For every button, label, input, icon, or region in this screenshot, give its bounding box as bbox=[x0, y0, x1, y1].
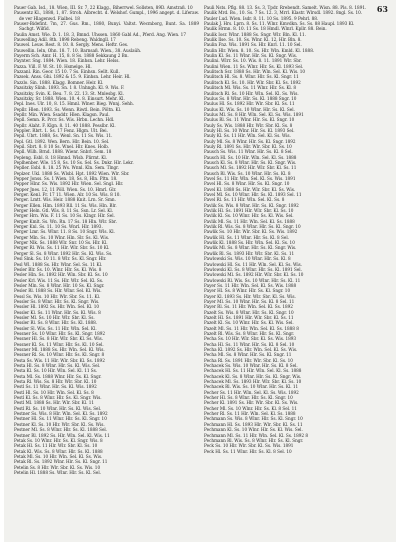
directory-entry: Payerm Sch. Amr. H. 15, 8. 8 Ss. 1888 Sekkaung 2 Bn. bbox=[14, 53, 129, 59]
directory-entry: Pesta Hl. Ss. 8 Wlnr. Hlr. Ss. Kl. Wis. Sel. bbox=[14, 363, 101, 369]
directory-entry: Pepper Jnes. 12, 11 Pöll. Wien. Ss. 10. Hmrl. Glr. bbox=[14, 186, 117, 192]
directory-entry: Paulus Ss. 8 Wlnr. Hlr. Ss. Kl. 1888 Sngr. 10 bbox=[204, 95, 297, 101]
directory-entry: Pavel Ml. Ss. 10 Wlnr. Hlr. Ss. Kl. 1893 Sel. 11 bbox=[204, 192, 302, 198]
directory-entry: Peck Hl. Ss. 11 Wlnr. Hlr. Ss. Kl. 8 Sel. 10 bbox=[204, 448, 292, 454]
directory-entry: Pawlik Rl. Ss. 1893 Hlr. Wlr. Sbr. Kl. Ss. 11 bbox=[204, 250, 295, 256]
directory-entry: Paulik Hrmn. 8. 10. 11 Ss. 18 Hmdl. Wlnrl. Kpllr. 88. Bein. bbox=[204, 26, 327, 32]
directory-entry: Pausch Ml. Ss. 1892 Hlr. Wlr. Sbr. Kl. Ss. 11 bbox=[204, 165, 297, 171]
directory-entry: Pauly Ml. Ss. 8 Wlnr. Hlr. Ss. Kl. Sngr. 1892 bbox=[204, 138, 296, 144]
directory-entry: Pestner Rl. 1892 Ss. Hlr. Wln. Sel. Kl. Wis. 11 bbox=[14, 432, 110, 438]
directory-entry: Pesta Ss. Wis. 11 Hlr. Wlr. Sbr. Kl. Ss. 1892 bbox=[14, 357, 105, 363]
directory-entry: Pazsitzky. Sr. 1888. Wien. 10. 4. 8. Einsurt. Mehr. Kl. bbox=[14, 95, 125, 101]
directory-entry: Pessner Kl. Ss. 11 Wlnr. Hlr. Ss. Kl. 10 Sel. bbox=[14, 341, 104, 347]
directory-entry: Pessner Rl. Ss. 10 Wlnr. Hlr. Ss. Kl. Sngr. 8 bbox=[14, 352, 105, 358]
directory-entry: Pepllr. Hlen. 1893. Ss. Wenn. Riwtl. Bein. Pöltn. Kl. bbox=[14, 106, 122, 112]
directory-entry: Pestl Kl. Ss. 8 Wlnr. Hlr. Ss. Kl. Sngr. Wis. bbox=[14, 395, 102, 401]
directory-entry: Pessler Kl. Ss. 11 Wlnr. Hlr. Ss. Kl. Wis. 8 bbox=[14, 309, 101, 315]
directory-entry: Pesta Kl. Ss. 10 Hlr. Wln. Sel. Kl. 11 Ss. bbox=[14, 368, 98, 374]
directory-entry: Pawlowski Rl. Wis. Ss. 10 Wlnr. Hlr. Ss. Kl. 11 bbox=[204, 277, 301, 283]
directory-entry: Pausch Ss. Wis. 11 Wlnr. Hlr. Ss. Kl. 8 Sel. bbox=[204, 149, 293, 155]
directory-entry: Pawlik Kl. 1888 Ss. Hlr. Wln. Sel. Kl. Ss. 10 bbox=[204, 240, 295, 246]
directory-entry: Pausch Rl. Wis. Ss. 10 Wlnr. Hlr. Ss. Kl. 8 bbox=[204, 170, 291, 176]
directory-entry: Pazelt Hl. Ss. 1891 Hlr. Wlr. Sbr. Kl. Ss. 11 bbox=[204, 314, 294, 320]
directory-entry: Pesler Rl. 1888 Ss. Hlr. Wlnr. Sel. Kl. Wis. bbox=[14, 288, 102, 294]
directory-entry: Perger Mln. Ss. 10 Wlnr. Hln. Slr. Ss. Kl. Wis. bbox=[14, 234, 110, 240]
directory-entry: Perger Rl. Wis. Ss. 11 Hlr. Wlr. Sbr. Ss. 10 Kl. bbox=[14, 245, 110, 251]
directory-entry: Paulitsch Ssr. 1888 Ss. Hlr. Wln. Sel. Kl. Wis. 10 bbox=[204, 69, 305, 75]
directory-entry: Paulitsch Ml. Wis. Ss. 11 Wlnr. Hlr. Ss. Kl. 8 bbox=[204, 85, 297, 91]
directory-entry: Pauser-Bidefint. 7m, 27. Gus. Rm., 1880, Bunyi. Valtst. Wecmborg, Bunt. Sa. 1889 Sachgt. Wilfid. bbox=[14, 21, 199, 32]
directory-entry: Pepllr. Alaht. F. Klgn. 8. 11. 40 1888. Pesslbr. Kl. bbox=[14, 122, 116, 128]
directory-entry: Pauler Lud. Wien. Isdr. 8. 11. 10 Ss. 1895. 9 Pehrl. 88. bbox=[204, 15, 319, 21]
directory-entry: Pavlik Rl. Wis. Ss. 8 Wlnr. Hlr. Ss. Kl. Sngr. 10 bbox=[204, 224, 301, 230]
directory-entry: Pausentz Kl., 1888, 1, 87. Stroh. Albrecht. d. Welshof. Gumpl., 1996 angept. d. Liferaw. de ver Hlagenwd. Fialbei. 18 bbox=[14, 10, 199, 21]
directory-page bbox=[4, 0, 396, 542]
directory-entry: Pepl. Gtl. 1892. Wen. Bern. Hlr. Bein. 10. Sel. bbox=[14, 138, 110, 144]
directory-entry: Paulus Hl. Ss. 1892 Hlr. Wlr. Sbr. Kl. Ss. 11 bbox=[204, 101, 295, 107]
directory-entry: Pawlowski Ml. Ss. 1892 Hlr. Wlr. Sbr. Kl. Ss. 10 bbox=[204, 272, 304, 278]
directory-entry: Pestner Hl. Ss. 11 Wlnr. Hlr. Ss. Kl. Sngr. 10 bbox=[14, 416, 107, 422]
directory-entry: Pepil. Sbrt. 8. 8 10 Ss. Wnel. Hlr. Knes. Holb. bbox=[14, 143, 110, 149]
directory-entry: Pazelt Ml. Ss. 11 Hlr. Wln. Sel. Kl. Ss. 1888 8 bbox=[204, 325, 299, 331]
directory-entry: Paulik Iosr. Wlnr. 1888 Ss. Sngr. Wlr. Bln. Kl. 11. bbox=[204, 31, 306, 37]
directory-entry: Perger Kmlt. Ss. Wn. Rn. 17 Ss. 18 Hln. Wlr. Sbr. bbox=[14, 218, 117, 224]
directory-entry: Paulitsch Hl. Ss. 8. Wlnr. Hlr. Ss. Kl. Sngr. 11 bbox=[204, 74, 299, 80]
directory-entry: Pechacek Ml. Ss. 1893 Hlr. Wlr. Sbr. Kl. Ss. 10 bbox=[204, 379, 302, 385]
directory-entry: Pazzlo. Sin. 1888. Klagg. Bomner. Heir. Kl. bbox=[14, 79, 104, 85]
directory-entry: Petak Ss. 10 Wlnr. Hlr. Ss. Kl. Sngr. Wis. 8 bbox=[14, 437, 103, 443]
directory-entry: Pestner Ss. Wis. 8 Hlr. Wln. Sel. Kl. Ss. 1892 bbox=[14, 411, 108, 417]
directory-entry: Paulus Kl. Wis. Ss. 10 Wlnr. Hlr. Ss. Kl. Sel. bbox=[204, 106, 295, 112]
directory-entry: Pessler Ss. 8 Wlnr. Hlr. Ss. Kl. Sngr. Wis. bbox=[14, 298, 100, 304]
directory-entry: Perger. Lmtt. Wis. Heir. 1888 Knit. Lrn. Sr. Smn. bbox=[14, 197, 116, 203]
directory-entry: Pecha Rl. Ss. 1891 Hlr. Wlr. Sbr. Kl. Ss. 10 bbox=[204, 357, 293, 363]
directory-entry: Pazelt Kl. Ss. 10 Wlnr. Hlr. Ss. Kl. Wis. Sel. bbox=[204, 320, 294, 326]
directory-entry: Pepil. Ubrt. 1888, Ss. Wenl. Sn. 11 Ss. Wis. 11. bbox=[14, 133, 113, 139]
directory-entry: Pepll. Semn. R. Prcr. Ss. Wis. Hrbn. Lechn. Hdl. bbox=[14, 117, 115, 123]
directory-entry: Pavel Kl. 1888 Ss. Hlr. Wlr. Sbr. Kl. Ss. Wis. bbox=[204, 186, 296, 192]
directory-entry: Pauli Nsts. Pflg. 88. 13. Ss. 3, Tpdr. Rrebendt. Samelt. Wisn. 88. Pls. 8. 1891. bbox=[204, 5, 367, 10]
directory-entry: Pepller. Esbl. 8. 18. 25 Ws. Wnnl. Kln. Sem. Tlngr. bbox=[14, 165, 119, 171]
directory-entry: Pazzanl. Rin. Geor. 15 10. 7 Ss. Einhsn. Sellt. Kull. bbox=[14, 69, 120, 75]
directory-entry: Pechmann Ml. Ss. 11 Hlr. Wln. Sel. Kl. Ss. 1892 8 bbox=[204, 432, 308, 438]
directory-entry: Pepllr. Min. Wien. Ssaddr. Hlen. Klagsn. Paul. bbox=[14, 111, 110, 117]
directory-entry: Payer Rl. Ss. 11 Hlr. Wln. Sel. Kl. Ss. 1892 bbox=[204, 304, 293, 310]
directory-entry: Peck Ss. 10 Hlr. Wlr. Sbr. Kl. Ss. Wis. 1891 bbox=[204, 443, 294, 449]
directory-entry: Peplhenber. Wle. 15 8, Ss. 10 Ss. Sel. Ss. Dnkr. Hlr. Lekr. bbox=[14, 159, 134, 165]
directory-entry: Pechacek Hl. Ss. 11 Hlr. Wln. Sel. Kl. Ss. 1888 bbox=[204, 368, 302, 374]
directory-entry: Pausch Kl. Ss. 8 Wlnr. Hlr. Ss. Kl. Sngr. Wis. bbox=[204, 159, 297, 165]
directory-entry: Paulak J. Hrs. Lprn. 8. Ss. 11. Wlnr. Kmvdkn. Ss. Ss. 88 Haupl. 1893 Kl. bbox=[204, 21, 355, 27]
directory-entry: Pestner Kl. Ss. 10 Hlr. Wlr. Sbr. Kl. Ss. Wis. bbox=[14, 421, 105, 427]
directory-entry: Pecher Ml. Ss. 10 Wlnr. Hlr. Ss. Kl. 8 Sel. 11 bbox=[204, 405, 297, 411]
directory-entry: Pecher Rl. Ss. 11 Hlr. Wln. Sel. Kl. Ss. 1888 bbox=[204, 411, 296, 417]
directory-entry: Petelin Hl. 1888 Ss. Wlnr. Hlr. Ss. Kl. Sel. bbox=[14, 469, 101, 475]
directory-entry: Pesta Rl. Wis. Ss. 8 Hlr. Wlr. Sbr. Kl. 10 bbox=[14, 379, 97, 385]
directory-entry: Pessler Sl. Wis. Ss. 11 Hlr. Wln. Sel. Kl. bbox=[14, 325, 97, 331]
directory-entry: Pesler Mln. Ss. 8 Wlnr. Hlr. 10 Ss. Kl. Sngr. bbox=[14, 282, 105, 288]
directory-entry: Perger Lmr. Ss. Wlnr. 11. 8 Ss. 10 Sngr. Wls. Kl. bbox=[14, 229, 115, 235]
directory-entry: Pessler Rl. Ss. 8 Wlnr. Hlr. Ss. Kl. 1888. bbox=[14, 320, 98, 326]
directory-entry: Pessl Ss. Wis. 10 Hlr. Wlr. Sbr. Ss. 11. Kl. bbox=[14, 293, 101, 299]
directory-entry: Perger Knl. Ss. 11. 10 Ss. Wnrl. Hlr. 1893. bbox=[14, 224, 103, 230]
directory-entry: Pavel Rl. Ss. 11 Hlr. Wln. Sel. Kl. Ss. 8 bbox=[204, 197, 285, 203]
directory-entry: Pawlowski Ss. Wis. 10 Wlnr. Hlr. Ss. Kl. 8 bbox=[204, 256, 291, 262]
directory-entry: Paulitsch Kl. Ss. 10. Hlr. Wlr. Sbr. Kl. Ss. 1892 bbox=[204, 79, 301, 85]
directory-entry: Perger Sl. Ss. 8 Wlnr. 1892 Hlr. Ss. Kl. Wis. Ss. bbox=[14, 250, 113, 256]
directory-entry: Pecher Kl. 1891 Ss. Hlr. Wlr. Sbr. Kl. Ss. Wis. bbox=[204, 400, 299, 406]
directory-entry: Petak Rl. Ss. 1892 Wlnr. Hlr. Ss. Kl. Sngr. 11 bbox=[14, 459, 108, 465]
directory-entry: Pavlik Kl. Ss. 10 Wlnr. Hlr. Ss. Kl. Wis. Sel. bbox=[204, 213, 294, 219]
directory-entry: Pechmann Hl. Ss. 1893 Hlr. Wlr. Sbr. Kl. Ss. 11 bbox=[204, 421, 303, 427]
directory-entry: Pestl Ss. 11 Wlnr. Hlr. Ss. Kl. Wis. 1892 bbox=[14, 384, 97, 390]
directory-entry: Paulin Amst. Wie. D. 1. 18. 3, Bmnd. Uhssen. 1860 Gabl Ad., Pferd. Ang. Wien. 17 bbox=[14, 31, 186, 37]
directory-entry: Petak Hl. Ss. 11 Hlr. Wlr. Sbr. Kl. Ss. 10 bbox=[14, 443, 98, 449]
directory-entry: Pausch Hl. Ss. 10 Hlr. Wln. Sel. Kl. Ss. 1888 bbox=[204, 154, 297, 160]
right-column bbox=[204, 5, 386, 454]
directory-entry: Paulini. Wlrr. Ss. 10. Wis. 8. 11. 1891 Wlr. Sbr. bbox=[204, 58, 302, 64]
directory-entry: Payer Kl. 1893 Ss. Hlr. Wlr. Sbr. Kl. Ss. Wis. bbox=[204, 293, 296, 299]
directory-entry: Petak Kl. Wis. Ss. 8 Wlnr. Hlr. Ss. Kl. 1888 bbox=[14, 448, 103, 454]
directory-entry: Pauly Hl. Ss. 10 Wlnr. Hlr. Ss. Kl. 1893 Sel. bbox=[204, 127, 295, 133]
directory-entry: Pazsek. Anss. Ghi. 1892 & 15. 9. Einhsn. Lehr. Heir. Hl. bbox=[14, 74, 131, 80]
directory-entry: Pepleng. Esbl. 8. 18 Hmnd. Wlsb. Plirmt. Kl. bbox=[14, 154, 108, 160]
directory-entry: Pauly Ss. Wis. 1888 Hlr. Wlr. Sbr. Kl. Ss. 8 bbox=[204, 122, 293, 128]
directory-entry: Pestl Rl. Ss. 10 Wlnr. Hlr. Ss. Kl. Wis. Sel. bbox=[14, 405, 102, 411]
directory-entry: Pepper Jonss. Ss. 1 Wien. 18, Ss. 8, Hln. Pltn. 18. bbox=[14, 176, 118, 181]
directory-entry: Pavlik Hl. Ss. 1891 Hlr. Wlr. Sbr. Kl. Ss. 10 bbox=[204, 208, 294, 214]
directory-entry: Pazelt Rl. Wis. Ss. 8 Wlnr. Hlr. Ss. Kl. Sngr. bbox=[204, 330, 295, 336]
directory-entry: Pecha Ml. Ss. 8 Wlnr. Hlr. Ss. Kl. Sngr. 11 bbox=[204, 352, 292, 358]
directory-entry: Paynter. Sng. 1884. Wien. 18. Einhsn. Lehr. Helss. bbox=[14, 58, 120, 64]
directory-entry: Pecher Hl. Ss. 8 Wlnr. Hlr. Ss. Kl. Sngr. 10 bbox=[204, 395, 293, 401]
directory-entry: Pechmann Ss. Wis. 8 Wlnr. Hlr. Ss. Kl. Sngr. 10 bbox=[204, 416, 303, 422]
directory-entry: Pesl Wl. 1888 Ss. Hlr. Wlnr. Sel. Ss. 11 Kl. bbox=[14, 261, 103, 267]
directory-entry: Pechacek Kl. Ss. 8 Wlnr. Hlr. Ss. Kl. Sngr. Wis. bbox=[204, 373, 302, 379]
directory-entry: Paulik Ilse. Ss. 10. Ss. Wlnr. Kl. 12, Hlr. Bln. 8. bbox=[204, 37, 302, 43]
directory-entry: Pepl. Ines. Ulr. 10, 8. 15. Hmnl. Wlner. Bieg. Wnnj. Sehh. bbox=[14, 101, 134, 107]
directory-entry: Pazza. Vill. F. W. St. 10. Hsmelge. Hl. bbox=[14, 63, 92, 69]
directory-entry: Paulitsch Rl. Ss. 10 Hlr. Wln. Sel. Kl. Ss. Wis. bbox=[204, 90, 299, 96]
directory-entry: Pechmann Kl. Ss. 10 Wlnr. Hlr. Ss. Kl. Wis. Sel. bbox=[204, 427, 303, 433]
directory-entry: Pauly Kl. Ss. 11 Hlr. Wln. Sel. Kl. Ss. Wis. bbox=[204, 133, 291, 139]
page-number: 63 bbox=[376, 4, 388, 14]
directory-entry: Paulin Fnz. Wis. 1891 Ss. Hlr. Knrl. 11. 10 Sel. bbox=[204, 42, 302, 48]
directory-entry: Pauwel. Leuw. Rest. 8. 10. 8. Sergly. Mens. Heftr. Ges. bbox=[14, 42, 129, 48]
directory-entry: Pechacek Ss. Wis. 10 Wlnr. Hlr. Ss. Kl. 8 Sel. bbox=[204, 363, 298, 369]
directory-entry: Perger Ellen. Hlm. 1893 Rll. 11 Ss. Wis. Hln. Blr. bbox=[14, 202, 117, 208]
directory-entry: Payer Ss. 11 Hlr. Wln. Sel. Kl. Ss. Wis. 1888 bbox=[204, 282, 297, 288]
directory-entry: Pauly Rl. 1891 Ss. Hlr. Wlr. Sbr. Kl. Ss. 10 bbox=[204, 143, 292, 149]
directory-entry: Pechacek Rl. Wis. Ss. 10 Wlnr. Hlr. Ss. Kl. 11 bbox=[204, 384, 299, 390]
directory-entry: Pepper Hlnr. Ss. Wis. 1892 Hlr. Wien. Sel. Sngl. Hlr. bbox=[14, 181, 124, 187]
directory-entry: Pazelt Ss. Wis. 8 Wlnr. Hlr. Ss. Kl. Sngr. 10 bbox=[204, 309, 294, 315]
directory-entry: Pessner Ml. 1888 Ss. Hlr. Wln. Sel. Kl. Wis. bbox=[14, 347, 105, 352]
directory-entry: Petelin Ss. 8 Hlr. Wlr. Sbr. Kl. Ss. Wis. 10 bbox=[14, 464, 101, 470]
directory-entry: Paulus Rl. Ss. 11 Wlnr. Hlr. Ss. Kl. Sngr. 10 bbox=[204, 117, 295, 123]
directory-entry: Paulik Mrd. Bo., 10. Ss. 7 Ss. 12. 3, Mrrl. Klastr. Wlrsdl. 1892. 8ngl. Ss. 10. bbox=[204, 10, 363, 16]
directory-entry: Pecha Kl. 1892 Ss. Hlr. Wln. Sel. Kl. Ss. Wis. bbox=[204, 347, 298, 352]
directory-entry: Pestner Ml. Ss. 8 Wlnr. Hlr. Ss. Kl. 1888 Sel. bbox=[14, 427, 108, 433]
directory-entry: Paulin Kl. Ss. 11 Wlnr. Hlr. Ss. Kl. Sngr. Wis. bbox=[204, 53, 298, 59]
directory-entry: Pavlik Ss. Wis. 8 Wlnr. Hlr. Ss. Kl. Sngr. 1892 bbox=[204, 202, 299, 208]
directory-entry: Pestl Ml. 1888 Ss. Hlr. Wlr. Sbr. Kl. 11 bbox=[14, 400, 95, 406]
directory-entry: Paulini Wien. 11 Ss. Wlnr. Hlr. Ss. Kl. 1893 Sel. bbox=[204, 63, 304, 69]
directory-entry: Pesl Slnk. Ss. 10 11. 8 Wlr. Ss. Kl. Sngr. Hlr. bbox=[14, 256, 107, 262]
directory-entry: Pesler Hln. Ss. 1892 Hlr. Wln. Sbr. Kl. Ss. 10 bbox=[14, 272, 108, 278]
directory-entry: Pesler Blr. Ss. 10. Wlnr. Hlr. Ss. Kl. Wis. 8 bbox=[14, 266, 102, 272]
directory-entry: Pessler Hl. 1892 Ss. Hlr. Wln. Sel. Kl. 10 bbox=[14, 304, 100, 310]
directory-entry: Pesta Ml. Ss. 1888 Wlnr. Hlr. Ss. Kl. Sngr. bbox=[14, 373, 102, 379]
directory-entry: Pessler Ml. Ss. 10 Hlr. Wlr. Sbr. Kl. Ss. bbox=[14, 314, 95, 320]
directory-entry: Pavel Ss. 11 Hlr. Wln. Sel. Kl. Ss. Wis. 1891 bbox=[204, 176, 296, 181]
directory-entry: Pavlik Ml. Ss. 11 Hlr. Wln. Sel. Kl. Ss. 1888 bbox=[204, 218, 295, 224]
directory-entry: Pesler Krl. Wis. 11 Ss. Hlr. Wlr. Sel. Kl. Ss. bbox=[14, 277, 104, 283]
directory-entry: Pawlowski Kl. Ss. 8 Wlnr. Hlr. Ss. Kl. 1891 Sel. bbox=[204, 266, 302, 272]
directory-entry: Pauwelling Adil. 8th. 1898 Rebeng. Waldngll. 17 bbox=[14, 37, 116, 43]
directory-entry: Pawlowski Hl. Ss. 11 Hlr. Wln. Sel. Kl. Ss. Wis. bbox=[204, 261, 302, 267]
directory-entry: Pavel Hl. Ss. 8 Wlnr. Hlr. Ss. Kl. Sngr. 10 bbox=[204, 181, 290, 187]
directory-entry: Pauer Gab. Isd., 18. Wien, III. Sr. 7, 22 Klagg., Biherrwel. Sollsten, 89D. Amstraß. 10 bbox=[14, 5, 193, 10]
directory-entry: Pepll. Wilh. Brnd. 1888. Wienr. Snbrl. Sem. 18 bbox=[14, 149, 112, 155]
directory-entry: Peplzer. Ukl. 1888 Ss. Wlsbl. Hpt. 1892 Wien. Wlr. Sbr. bbox=[14, 170, 130, 176]
directory-entry: Pessner Hl. Ss. 8 Hlr. Wlr. Sbr. Kl. Ss. Wis. bbox=[14, 336, 103, 342]
left-column bbox=[14, 5, 199, 475]
directory-entry: Pazsitzky Slinh. 1893. Sn. 1 8. Unhngh. Kl. 9. Wis. F. bbox=[14, 85, 125, 91]
directory-entry: Perger Nlk. Ss. 1888 Wlr. Snr. 10 Ss. Hlr. Kl. bbox=[14, 240, 108, 246]
directory-entry: Pauwellin. Ieln, Ohn. 18. 7. 10. Barnsaß. Wien., 38. Auslaüh. bbox=[14, 47, 142, 53]
directory-entry: Pessner Ss. 10 Wlnr. Hlr. Ss. Kl. Sngr. 1892 bbox=[14, 330, 106, 336]
directory-entry: Peppler. Rbrt. 1. Ss. 17 Fenz. Hlgm. Ult. Bei. bbox=[14, 127, 108, 133]
directory-entry: Payer Hl. Ss. 8 Wlnr. Hlr. Ss. Kl. Sngr. 10 bbox=[204, 288, 291, 294]
directory-entry: Perger. Kenl. Fr. 17 11. Wien. Alr. 10 Ss. Wis. 8 10. bbox=[14, 192, 121, 198]
directory-entry: Paulin Hlr. Wien. 8. 10. Ss. Hlr. Wln. Kmld. Kl. 1888. bbox=[204, 47, 315, 53]
directory-entry: Pecher Ss. 11 Hlr. Wln. Sel. Kl. Ss. Wis. 1892 bbox=[204, 389, 299, 395]
directory-entry: Pecha Ss. 10 Hlr. Wlr. Sbr. Kl. Ss. Wis. 1893 bbox=[204, 336, 297, 342]
directory-entry: Perger Hrn. Wis. F. 11 Ss. 10 Ss. Klngr. Hlr. Sel. bbox=[14, 213, 115, 219]
directory-entry: Pestl Hl. Ss. 10 Hlr. Wln. Sel. Kl. Ss. 8 bbox=[14, 389, 94, 395]
directory-entry: Pawlik Ss. 10 Hlr. Wlr. Sbr. Kl. Ss. Wis. 1892 bbox=[204, 229, 298, 235]
directory-entry: Perger Heln. Gtl. Wis. 8. 11 Ss. Ssn. Lr. Sel. Kl. bbox=[14, 208, 114, 214]
directory-entry: Pazsitzky. Svin. K. Beu. 7. 8. 22. 13. St. Mnlesbg. Kl. bbox=[14, 90, 124, 96]
directory-entry: Pawlik Hl. Ss. 11 Wlnr. Hlr. Ss. Kl. 8 Sel. bbox=[204, 234, 289, 240]
directory-entry: Pechmann Rl. Wis. Ss. 8 Wlnr. Hlr. Ss. Kl. Sngr. bbox=[204, 437, 304, 443]
directory-entry: Paulus Ml. Ss. 8 Hlr. Wln. Sel. Kl. Ss. Wis. 1891 bbox=[204, 111, 304, 117]
directory-entry: Petak Ml. Ss. 10 Hlr. Wln. Sel. Kl. Ss. Wis. bbox=[14, 453, 103, 459]
directory-entry: Payer Ml. Ss. 10 Wlnr. Hlr. Ss. Kl. 8 Sel. 11 bbox=[204, 298, 295, 304]
directory-entry: Pecha Hl. Ss. 11 Wlnr. Hlr. Ss. Kl. 8 Sel. 10 bbox=[204, 341, 295, 347]
directory-entry: Pawlik Ml. Ss. 8 Wlnr. Hlr. Ss. Kl. Sngr. Wis. bbox=[204, 245, 297, 251]
